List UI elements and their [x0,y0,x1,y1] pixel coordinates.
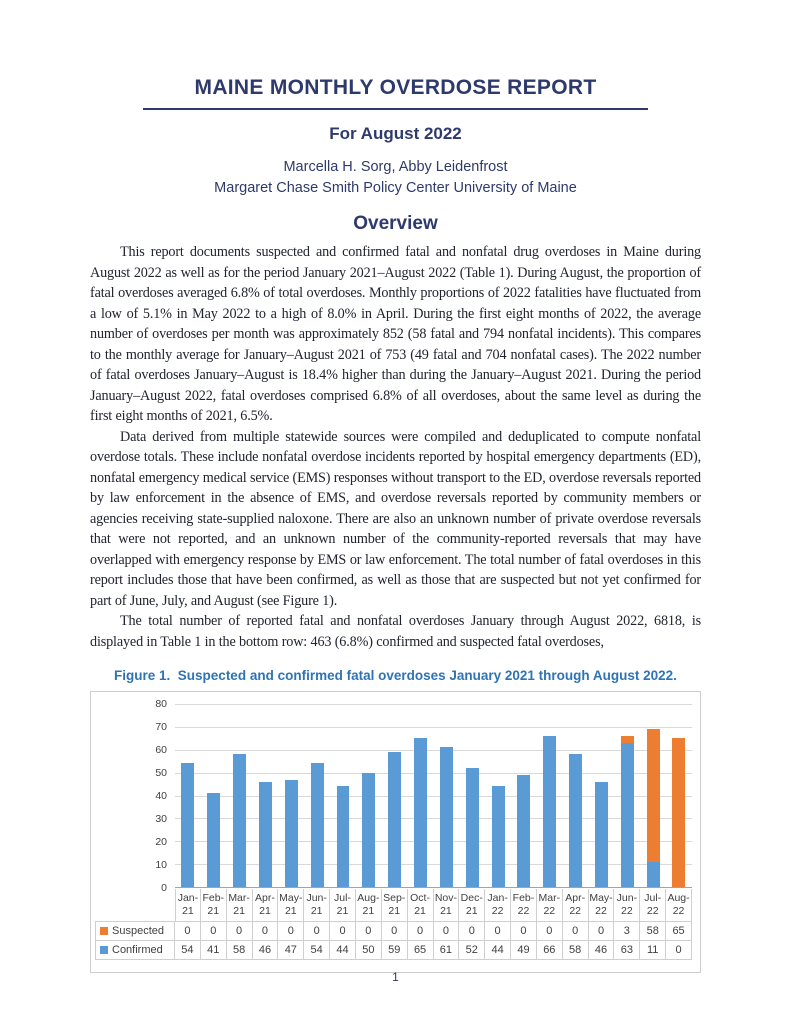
month-line: Feb- [512,892,535,904]
bar-column-dec-21 [459,704,485,887]
bar-segment-suspected [621,736,634,743]
value-cell: 52 [459,941,485,960]
bar-segment-confirmed [414,738,427,887]
bar-oct-21 [414,704,427,887]
paragraph-3: The total number of reported fatal and nonfatal overdoses January through August 2022, 6818, is displayed in Table 1 in the bottom row: 463 (6.8%) confirmed and suspected fatal overdoses, [90,613,701,650]
chart-table-rows [95,921,692,960]
bar-nov-21 [440,704,453,887]
month-label-aug-21 [356,889,382,921]
value-cell: 0 [589,922,615,941]
year-line: 22 [569,905,582,917]
legend-suspected [95,922,175,941]
bar-dec-21 [466,704,479,887]
bar-column-jul-22 [640,704,666,887]
value-cell: 0 [201,922,227,941]
bar-apr-21 [259,704,272,887]
month-line: Mar- [538,892,561,904]
year-line: 21 [336,905,349,917]
value-cell: 54 [175,941,201,960]
plot-area [175,704,692,888]
year-line: 22 [517,905,530,917]
year-line: 21 [182,905,194,917]
month-line: Aug- [357,892,380,904]
year-line: 22 [646,905,659,917]
year-line: 21 [310,905,323,917]
y-tick-label: 0 [161,882,167,894]
month-label-nov-21 [434,889,460,921]
bar-sep-21 [388,704,401,887]
figure-1-caption: Figure 1. Suspected and confirmed fatal overdoses January 2021 through August 2022. [114,668,677,683]
bar-column-apr-21 [253,704,279,887]
value-cell: 65 [408,941,434,960]
bar-segment-confirmed [621,743,634,887]
month-label-jun-22 [614,889,640,921]
month-line: Jan- [487,892,508,904]
author-block [90,157,701,199]
year-line: 22 [491,905,504,917]
month-line: Feb- [202,892,225,904]
year-line: 21 [284,905,297,917]
bar-segment-confirmed [207,793,220,887]
section-heading-overview: Overview [353,213,438,234]
value-cell: 0 [356,922,382,941]
bar-segment-confirmed [492,786,505,887]
legend-label-suspected: Suspected [112,925,164,937]
month-line: Jun- [306,892,327,904]
y-tick-label: 70 [155,721,167,733]
bar-mar-22 [543,704,556,887]
bar-jun-22 [621,704,634,887]
table-row-confirmed [95,941,692,960]
value-cell: 44 [485,941,511,960]
month-line: Mar- [228,892,250,904]
month-label-jul-22 [640,889,666,921]
month-line: Sep- [383,892,406,904]
bar-mar-21 [233,704,246,887]
value-cell: 0 [175,922,201,941]
bar-segment-confirmed [388,752,401,887]
value-cell: 0 [330,922,356,941]
bar-segment-confirmed [233,754,246,887]
y-tick-label: 40 [155,790,167,802]
bar-column-jun-22 [614,704,640,887]
bar-segment-confirmed [337,786,350,887]
y-tick-label: 20 [155,836,167,848]
legend-label-confirmed: Confirmed [112,944,163,956]
month-label-jan-21 [175,889,201,921]
year-line: 22 [595,905,607,917]
bar-feb-22 [517,704,530,887]
report-title: MAINE MONTHLY OVERDOSE REPORT [194,76,597,99]
bar-segment-confirmed [311,763,324,887]
month-line: May- [279,892,303,904]
y-tick-label: 80 [155,698,167,710]
value-cell: 0 [408,922,434,941]
bar-segment-confirmed [181,763,194,887]
month-label-mar-22 [537,889,563,921]
bar-column-sep-21 [382,704,408,887]
value-cell: 0 [253,922,279,941]
bar-segment-confirmed [569,754,582,887]
value-cell: 0 [278,922,304,941]
year-line: 22 [672,905,685,917]
month-label-may-22 [589,889,615,921]
value-cell: 58 [227,941,253,960]
value-cell: 41 [201,941,227,960]
bar-apr-22 [569,704,582,887]
bar-segment-confirmed [517,775,530,887]
month-label-feb-21 [201,889,227,921]
value-cell: 0 [434,922,460,941]
title-divider [143,108,648,110]
bar-segment-suspected [672,738,685,887]
bar-column-jun-21 [304,704,330,887]
month-line: Jan- [177,892,199,904]
table-row-suspected [95,921,692,941]
value-cell: 59 [382,941,408,960]
year-line: 21 [388,905,401,917]
month-label-jun-21 [304,889,330,921]
bar-may-21 [285,704,298,887]
year-line: 21 [207,905,220,917]
month-line: Jul- [644,892,662,904]
value-cell: 46 [253,941,279,960]
value-cell: 58 [640,922,666,941]
value-cell: 49 [511,941,537,960]
month-label-feb-22 [511,889,537,921]
report-subtitle: For August 2022 [329,124,462,143]
bar-segment-suspected [647,729,660,862]
bar-jan-22 [492,704,505,887]
author-affiliation: Margaret Chase Smith Policy Center University of Maine [214,180,577,196]
value-cell: 0 [666,941,692,960]
bar-column-nov-21 [433,704,459,887]
bar-jul-21 [337,704,350,887]
paragraph-2: Data derived from multiple statewide sources were compiled and deduplicated to compute nonfatal overdose totals. These include nonfatal overdose incidents reported by hospital emergency departments (ED), nonfatal emergency medical service (EMS) responses without transport to the ED, overdose reversals reported by law enforcement in the absence of EMS, and overdose reversals reported by community members or agencies receiving state-supplied naloxone. There are also an unknown number of private overdose reversals that were not reported, and an unknown number of the community-reported reversals that may have overlapped with emergency response by EMS or law enforcement. The total number of fatal overdoses in this report includes those that have been confirmed, as well as those that are suspected but not yet confirmed for part of June, July, and August (see Figure 1). [90,428,701,609]
bar-column-apr-22 [563,704,589,887]
value-cell: 63 [614,941,640,960]
chart-plot-row [95,698,692,894]
bar-aug-22 [672,704,685,887]
year-line: 21 [440,905,452,917]
month-line: Dec- [460,892,483,904]
month-label-aug-22 [666,889,692,921]
bar-column-may-22 [589,704,615,887]
month-label-jan-22 [485,889,511,921]
bar-segment-confirmed [647,862,660,887]
bar-aug-21 [362,704,375,887]
month-label-sep-21 [382,889,408,921]
value-cell: 46 [589,941,615,960]
month-line: Apr- [565,892,586,904]
value-cell: 0 [563,922,589,941]
value-cell: 3 [614,922,640,941]
month-line: Apr- [255,892,275,904]
bar-feb-21 [207,704,220,887]
bar-jun-21 [311,704,324,887]
bar-segment-confirmed [543,736,556,887]
y-tick-label: 50 [155,767,167,779]
bar-segment-confirmed [595,782,608,887]
bar-column-may-21 [278,704,304,887]
y-tick-label: 10 [155,859,167,871]
bar-jul-22 [647,704,660,887]
bar-column-feb-21 [201,704,227,887]
month-line: Nov- [434,892,457,904]
month-label-dec-21 [459,889,485,921]
bar-column-jan-22 [485,704,511,887]
bar-segment-confirmed [362,773,375,887]
figure-1-chart [90,691,701,973]
paragraph-1: This report documents suspected and confirmed fatal and nonfatal drug overdoses in Maine during August 2022 as well as for the period January 2021–August 2022 (Table 1). During August, the proportion of fatal overdoses averaged 6.8% of total overdoses. Monthly proportions of 2022 fatalities have fluctuated from a low of 5.1% in May 2022 to a high of 8.0% in April. During the first eight months of 2022, the average number of overdoses per month was approximately 852 (58 fatal and 794 nonfatal incidents). This compares to the monthly average for January–August 2021 of 753 (49 fatal and 704 nonfatal cases). The 2022 number of fatal overdoses January–August is 18.4% higher than during the January–August 2021. During the period January–August 2022, fatal overdoses comprised 6.8% of all overdoses, about the same level as during the first eight months of 2021, 6.5%. [90,244,701,424]
value-cell: 50 [356,941,382,960]
year-line: 21 [362,905,375,917]
month-label-apr-21 [253,889,279,921]
page-number: 1 [392,970,399,984]
value-cell: 44 [330,941,356,960]
month-row [95,889,692,921]
bars [175,704,692,887]
value-cell: 58 [563,941,589,960]
bar-column-mar-21 [227,704,253,887]
bar-segment-confirmed [440,747,453,887]
bar-segment-confirmed [466,768,479,887]
bar-jan-21 [181,704,194,887]
month-line: Oct- [410,892,430,904]
value-cell: 11 [640,941,666,960]
value-cell: 0 [485,922,511,941]
value-cell: 66 [537,941,563,960]
y-axis [95,698,167,894]
y-tick-label: 60 [155,744,167,756]
value-cell: 54 [304,941,330,960]
suspected-legend-swatch [100,927,108,935]
bar-column-aug-22 [666,704,692,887]
value-cell: 0 [382,922,408,941]
value-cell: 65 [666,922,692,941]
month-label-apr-22 [563,889,589,921]
year-line: 21 [414,905,426,917]
bar-segment-confirmed [285,780,298,888]
y-tick-label: 30 [155,813,167,825]
month-label-mar-21 [227,889,253,921]
bar-segment-confirmed [259,782,272,887]
year-line: 21 [465,905,478,917]
bar-column-jul-21 [330,704,356,887]
year-line: 21 [233,905,245,917]
value-cell: 0 [304,922,330,941]
author-names: Marcella H. Sorg, Abby Leidenfrost [283,159,508,175]
gridline [175,887,692,888]
legend-confirmed [95,941,175,960]
value-cell: 61 [434,941,460,960]
bar-may-22 [595,704,608,887]
bar-column-feb-22 [511,704,537,887]
month-line: Aug- [667,892,690,904]
value-cell: 0 [227,922,253,941]
bar-column-oct-21 [408,704,434,887]
value-cell: 47 [278,941,304,960]
bar-column-aug-21 [356,704,382,887]
value-cell: 0 [537,922,563,941]
year-line: 22 [621,905,633,917]
overview-text [90,242,701,652]
month-line: May- [589,892,613,904]
month-label-oct-21 [408,889,434,921]
month-label-may-21 [278,889,304,921]
month-line: Jul- [334,892,351,904]
value-cell: 0 [459,922,485,941]
y-axis-area [95,698,175,894]
month-line: Jun- [616,892,638,904]
year-line: 21 [259,905,271,917]
month-label-jul-21 [330,889,356,921]
value-cell: 0 [511,922,537,941]
bar-column-jan-21 [175,704,201,887]
bar-column-mar-22 [537,704,563,887]
confirmed-legend-swatch [100,946,108,954]
year-line: 22 [543,905,556,917]
